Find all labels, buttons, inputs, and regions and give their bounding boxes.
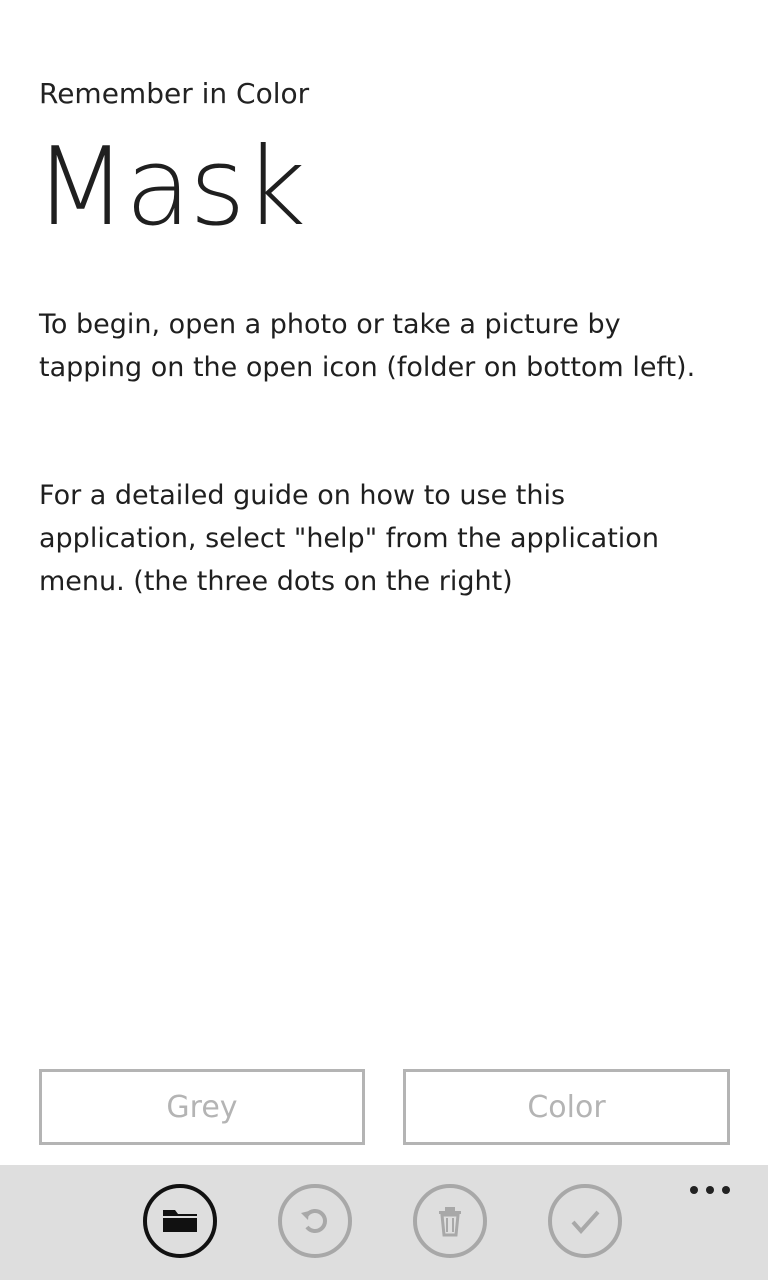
color-mode-button[interactable]: Color (403, 1069, 730, 1145)
folder-open-icon (160, 1205, 200, 1237)
undo-button[interactable] (278, 1184, 352, 1258)
menu-dot (706, 1186, 714, 1194)
grey-mode-button[interactable]: Grey (39, 1069, 365, 1145)
ellipsis-icon[interactable] (680, 1177, 740, 1203)
check-icon (565, 1201, 605, 1241)
instruction-paragraph-open: To begin, open a photo or take a picture by tapping on the open icon (folder on bottom left). (39, 309, 696, 383)
delete-button[interactable] (413, 1184, 487, 1258)
confirm-button[interactable] (548, 1184, 622, 1258)
undo-icon (295, 1201, 335, 1241)
menu-dot (722, 1186, 730, 1194)
open-button[interactable] (143, 1184, 217, 1258)
delete-icon (430, 1201, 470, 1241)
instruction-paragraph-help: For a detailed guide on how to use this application, select "help" from the application menu. (the three dots on the right) (39, 480, 659, 597)
app-name: Remember in Color (39, 77, 310, 110)
menu-dot (690, 1186, 698, 1194)
application-bar (0, 1165, 768, 1280)
page-title: Mask (34, 125, 305, 250)
